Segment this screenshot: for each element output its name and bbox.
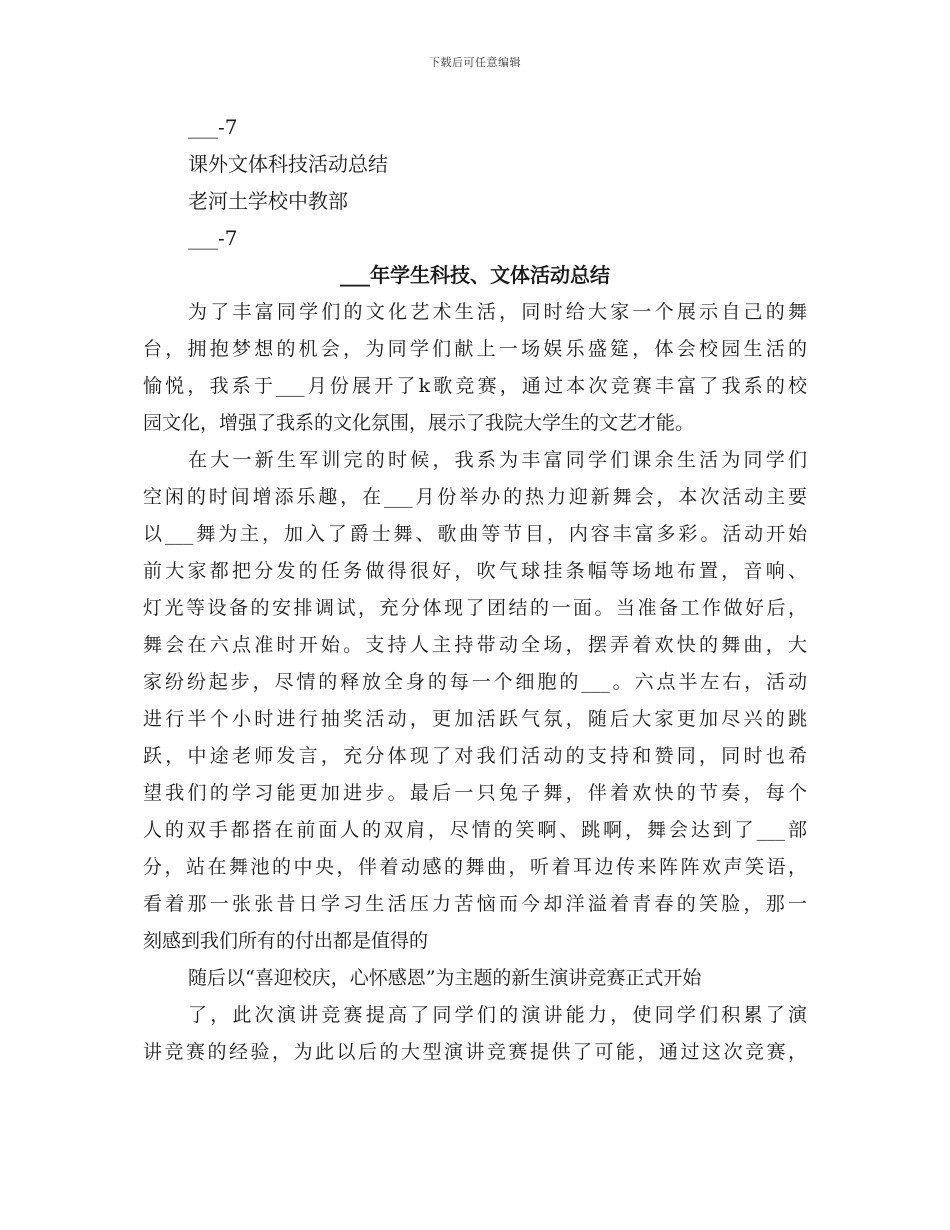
paragraph-line: 舞会在六点准时开始。支持人主持带动全场，摆弄着欢快的舞曲，大 bbox=[143, 634, 807, 656]
paragraph-line: 了，此次演讲竞赛提高了同学们的演讲能力，使同学们积累了演 bbox=[188, 1004, 807, 1026]
paragraph-line: 望我们的学习能更加进步。最后一只兔子舞，伴着欢快的节奏，每个 bbox=[143, 782, 807, 804]
paragraph-line: 前大家都把分发的任务做得很好，吹气球挂条幅等场地布置，音响、 bbox=[143, 560, 807, 582]
paragraph-line: 园文化，增强了我系的文化氛围，展示了我院大学生的文艺才能。 bbox=[143, 412, 695, 434]
paragraph-line: 人的双手都搭在前面人的双肩，尽情的笑啊、跳啊，舞会达到了___部 bbox=[143, 819, 807, 841]
paragraph-line: 看着那一张张昔日学习生活压力苦恼而今却洋溢着青春的笑脸，那一 bbox=[143, 893, 807, 915]
paragraph-line: 分，站在舞池的中央，伴着动感的舞曲，听着耳边传来阵阵欢声笑语， bbox=[143, 856, 807, 878]
document-title: ___年学生科技、文体活动总结 bbox=[340, 263, 610, 287]
pre-line: ___-7 bbox=[188, 226, 238, 250]
pre-line: 老河土学校中教部 bbox=[188, 189, 348, 213]
paragraph-line: 以___舞为主，加入了爵士舞、歌曲等节目，内容丰富多彩。活动开始 bbox=[143, 523, 807, 545]
page-header: 下载后可任意编辑 bbox=[429, 56, 521, 69]
paragraph-line: 灯光等设备的安排调试，充分体现了团结的一面。当准备工作做好后， bbox=[143, 597, 807, 619]
paragraph-line: 随后以“喜迎校庆，心怀感恩”为主题的新生演讲竞赛正式开始 bbox=[188, 967, 702, 989]
paragraph-line: 讲竞赛的经验，为此以后的大型演讲竞赛提供了可能，通过这次竞赛， bbox=[143, 1041, 807, 1063]
paragraph-line: 在大一新生军训完的时候，我系为丰富同学们课余生活为同学们 bbox=[188, 449, 807, 471]
pre-line: ___-7 bbox=[188, 115, 238, 139]
paragraph-line: 空闲的时间增添乐趣，在___月份举办的热力迎新舞会，本次活动主要 bbox=[143, 486, 807, 508]
pre-line: 课外文体科技活动总结 bbox=[188, 152, 388, 176]
paragraph-line: 愉悦，我系于___月份展开了k歌竞赛，通过本次竞赛丰富了我系的校 bbox=[143, 375, 807, 397]
paragraph-line: 家纷纷起步，尽情的释放全身的每一个细胞的___。六点半左右，活动 bbox=[143, 671, 807, 693]
paragraph-line: 刻感到我们所有的付出都是值得的 bbox=[143, 930, 429, 952]
paragraph-line: 进行半个小时进行抽奖活动，更加活跃气氛，随后大家更加尽兴的跳 bbox=[143, 708, 807, 730]
paragraph-line: 跃，中途老师发言，充分体现了对我们活动的支持和赞同，同时也希 bbox=[143, 745, 807, 767]
paragraph-line: 台，拥抱梦想的机会，为同学们献上一场娱乐盛筵，体会校园生活的 bbox=[143, 338, 807, 360]
paragraph-line: 为了丰富同学们的文化艺术生活，同时给大家一个展示自己的舞 bbox=[188, 301, 807, 323]
